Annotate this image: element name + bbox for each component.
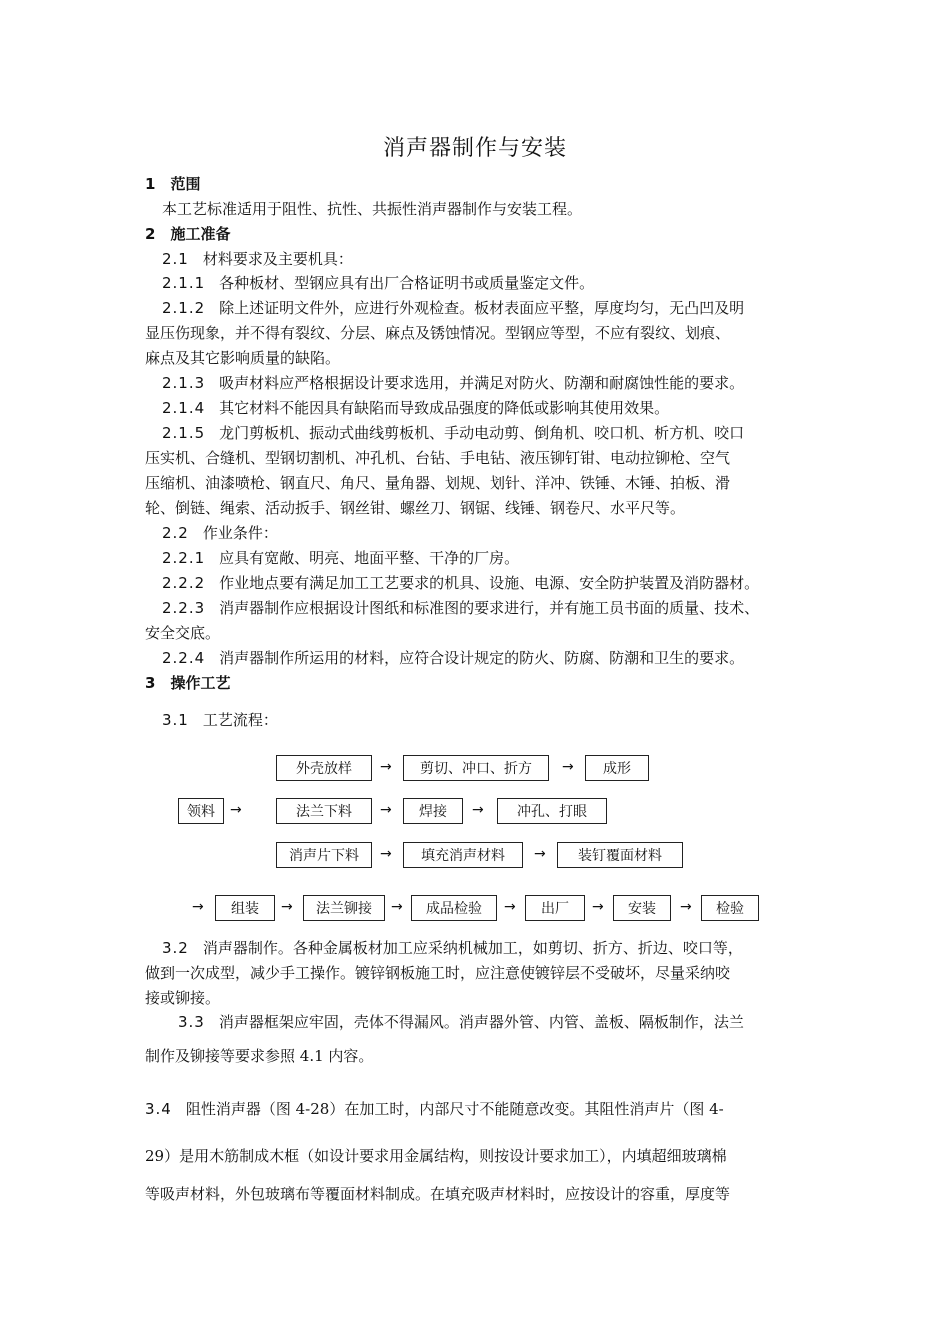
arrow-icon: → xyxy=(472,802,484,818)
item-3-4-line2: 29）是用木筋制成木框（如设计要求用金属结构，则按设计要求加工），内填超细玻璃棉 xyxy=(145,1147,727,1165)
item-text: 除上述证明文件外，应进行外观检查。板材表面应平整，厚度均匀，无凸凹及明 xyxy=(219,299,745,317)
item-2-1-2-line2: 显压伤现象，并不得有裂纹、分层、麻点及锈蚀情况。型钢应等型，不应有裂纹、划痕、 xyxy=(145,324,731,342)
flow-box: 消声片下料 xyxy=(276,842,372,868)
item-3-2-line3: 接或铆接。 xyxy=(145,989,221,1007)
item-text: 材料要求及主要机具： xyxy=(202,250,353,268)
item-number: 2.1.5 xyxy=(162,424,206,442)
item-3-2 xyxy=(162,938,743,958)
arrow-icon: → xyxy=(391,899,403,915)
item-number: 2.2.4 xyxy=(162,649,206,667)
item-2-2-3-line2: 安全交底。 xyxy=(145,624,221,642)
item-text: 消声器制作。各种金属板材加工应采纳机械加工，如剪切、折方、折边、咬口等， xyxy=(202,939,743,957)
item-number: 2.2.3 xyxy=(162,599,206,617)
flow-box: 外壳放样 xyxy=(276,755,372,781)
item-text: 龙门剪板机、振动式曲线剪板机、手动电动剪、倒角机、咬口机、析方机、咬口 xyxy=(219,424,745,442)
section-title: 操作工艺 xyxy=(170,674,231,692)
item-2-1-5-line2: 压实机、合缝机、型钢切割机、冲孔机、台钻、手电钻、液压铆钉钳、电动拉铆枪、空气 xyxy=(145,449,731,467)
item-2-2 xyxy=(162,523,278,543)
flow-box: 法兰下料 xyxy=(276,798,372,824)
item-text: 消声器框架应牢固，壳体不得漏风。消声器外管、内管、盖板、隔板制作，法兰 xyxy=(218,1013,744,1031)
item-text: 工艺流程： xyxy=(202,711,278,729)
section-1-heading xyxy=(145,174,200,194)
item-3-3-line2: 制作及铆接等要求参照 4.1 内容。 xyxy=(145,1047,374,1065)
section-number: 3 xyxy=(145,674,157,692)
item-2-2-4 xyxy=(162,648,744,668)
section-3-heading xyxy=(145,673,230,693)
section-number: 2 xyxy=(145,225,157,243)
item-number: 2.1.4 xyxy=(162,399,206,417)
item-text: 消声器制作应根据设计图纸和标准图的要求进行，并有施工员书面的质量、技术、 xyxy=(219,599,760,617)
item-number: 2.1 xyxy=(162,250,189,268)
section-title: 施工准备 xyxy=(170,225,231,243)
item-2-1-4 xyxy=(162,398,669,418)
section-number: 1 xyxy=(145,175,157,193)
item-2-1-5 xyxy=(162,423,744,443)
document-title: 消声器制作与安装 xyxy=(382,136,567,161)
item-2-1-5-line3: 压缩机、油漆喷枪、钢直尺、角尺、量角器、划规、划针、洋冲、铁锤、木锤、拍板、滑 xyxy=(145,474,731,492)
arrow-icon: → xyxy=(680,899,692,915)
item-2-1-5-line4: 轮、倒链、绳索、活动扳手、钢丝钳、螺丝刀、钢锯、线锤、钢卷尺、水平尺等。 xyxy=(145,499,686,517)
item-2-1 xyxy=(162,249,353,269)
item-text: 作业条件： xyxy=(202,524,278,542)
arrow-icon: → xyxy=(380,802,392,818)
item-2-2-2 xyxy=(162,573,759,593)
item-number: 2.1.2 xyxy=(162,299,206,317)
arrow-icon: → xyxy=(592,899,604,915)
item-number: 2.2 xyxy=(162,524,189,542)
item-number: 2.1.1 xyxy=(162,274,206,292)
flow-box: 组装 xyxy=(215,895,275,921)
item-text: 吸声材料应严格根据设计要求选用，并满足对防火、防潮和耐腐蚀性能的要求。 xyxy=(219,374,745,392)
item-text: 各种板材、型钢应具有出厂合格证明书或质量鉴定文件。 xyxy=(219,274,595,292)
flow-box-start: 领料 xyxy=(178,798,224,824)
item-3-1 xyxy=(162,710,278,730)
arrow-icon: → xyxy=(504,899,516,915)
flow-box: 装钉覆面材料 xyxy=(557,842,683,868)
item-text: 应具有宽敞、明亮、地面平整、干净的厂房。 xyxy=(219,549,520,567)
item-number: 2.2.1 xyxy=(162,549,206,567)
arrow-icon: → xyxy=(534,846,546,862)
flow-box: 冲孔、打眼 xyxy=(497,798,607,824)
paragraph-scope: 本工艺标准适用于阻性、抗性、共振性消声器制作与安装工程。 xyxy=(162,200,583,218)
flow-box: 焊接 xyxy=(403,798,463,824)
item-number: 2.1.3 xyxy=(162,374,206,392)
arrow-icon: → xyxy=(562,759,574,775)
flow-box: 出厂 xyxy=(525,895,585,921)
flow-box: 法兰铆接 xyxy=(303,895,385,921)
item-number: 3.3 xyxy=(178,1013,205,1031)
item-3-3 xyxy=(178,1012,744,1032)
item-2-1-2-line3: 麻点及其它影响质量的缺陷。 xyxy=(145,349,341,367)
flow-box: 剪切、冲口、折方 xyxy=(403,755,549,781)
arrow-icon: → xyxy=(230,802,242,818)
arrow-icon: → xyxy=(380,846,392,862)
item-text: 阻性消声器（图 4-28）在加工时，内部尺寸不能随意改变。其阻性消声片（图 4- xyxy=(185,1100,724,1118)
section-2-heading xyxy=(145,224,230,244)
arrow-icon: → xyxy=(192,899,204,915)
item-text: 其它材料不能因具有缺陷而导致成品强度的降低或影响其使用效果。 xyxy=(219,399,670,417)
item-number: 3.1 xyxy=(162,711,189,729)
item-3-4 xyxy=(145,1099,724,1119)
item-text: 作业地点要有满足加工工艺要求的机具、设施、电源、安全防护装置及消防器材。 xyxy=(219,574,760,592)
item-3-2-line2: 做到一次成型，减少手工操作。镀锌钢板施工时，应注意使镀锌层不受破坏，尽量采纳咬 xyxy=(145,964,731,982)
item-number: 3.2 xyxy=(162,939,189,957)
flow-box: 填充消声材料 xyxy=(403,842,523,868)
item-2-1-2 xyxy=(162,298,744,318)
arrow-icon: → xyxy=(380,759,392,775)
arrow-icon: → xyxy=(281,899,293,915)
item-number: 2.2.2 xyxy=(162,574,206,592)
item-text: 消声器制作所运用的材料，应符合设计规定的防火、防腐、防潮和卫生的要求。 xyxy=(219,649,745,667)
item-2-2-1 xyxy=(162,548,519,568)
flow-box: 成形 xyxy=(585,755,649,781)
item-number: 3.4 xyxy=(145,1100,172,1118)
item-3-4-line3: 等吸声材料，外包玻璃布等覆面材料制成。在填充吸声材料时，应按设计的容重，厚度等 xyxy=(145,1185,731,1203)
flow-box: 检验 xyxy=(701,895,759,921)
item-2-1-3 xyxy=(162,373,744,393)
item-2-2-3 xyxy=(162,598,759,618)
item-2-1-1 xyxy=(162,273,594,293)
flow-box: 成品检验 xyxy=(411,895,497,921)
flow-box: 安装 xyxy=(613,895,671,921)
section-title: 范围 xyxy=(170,175,201,193)
